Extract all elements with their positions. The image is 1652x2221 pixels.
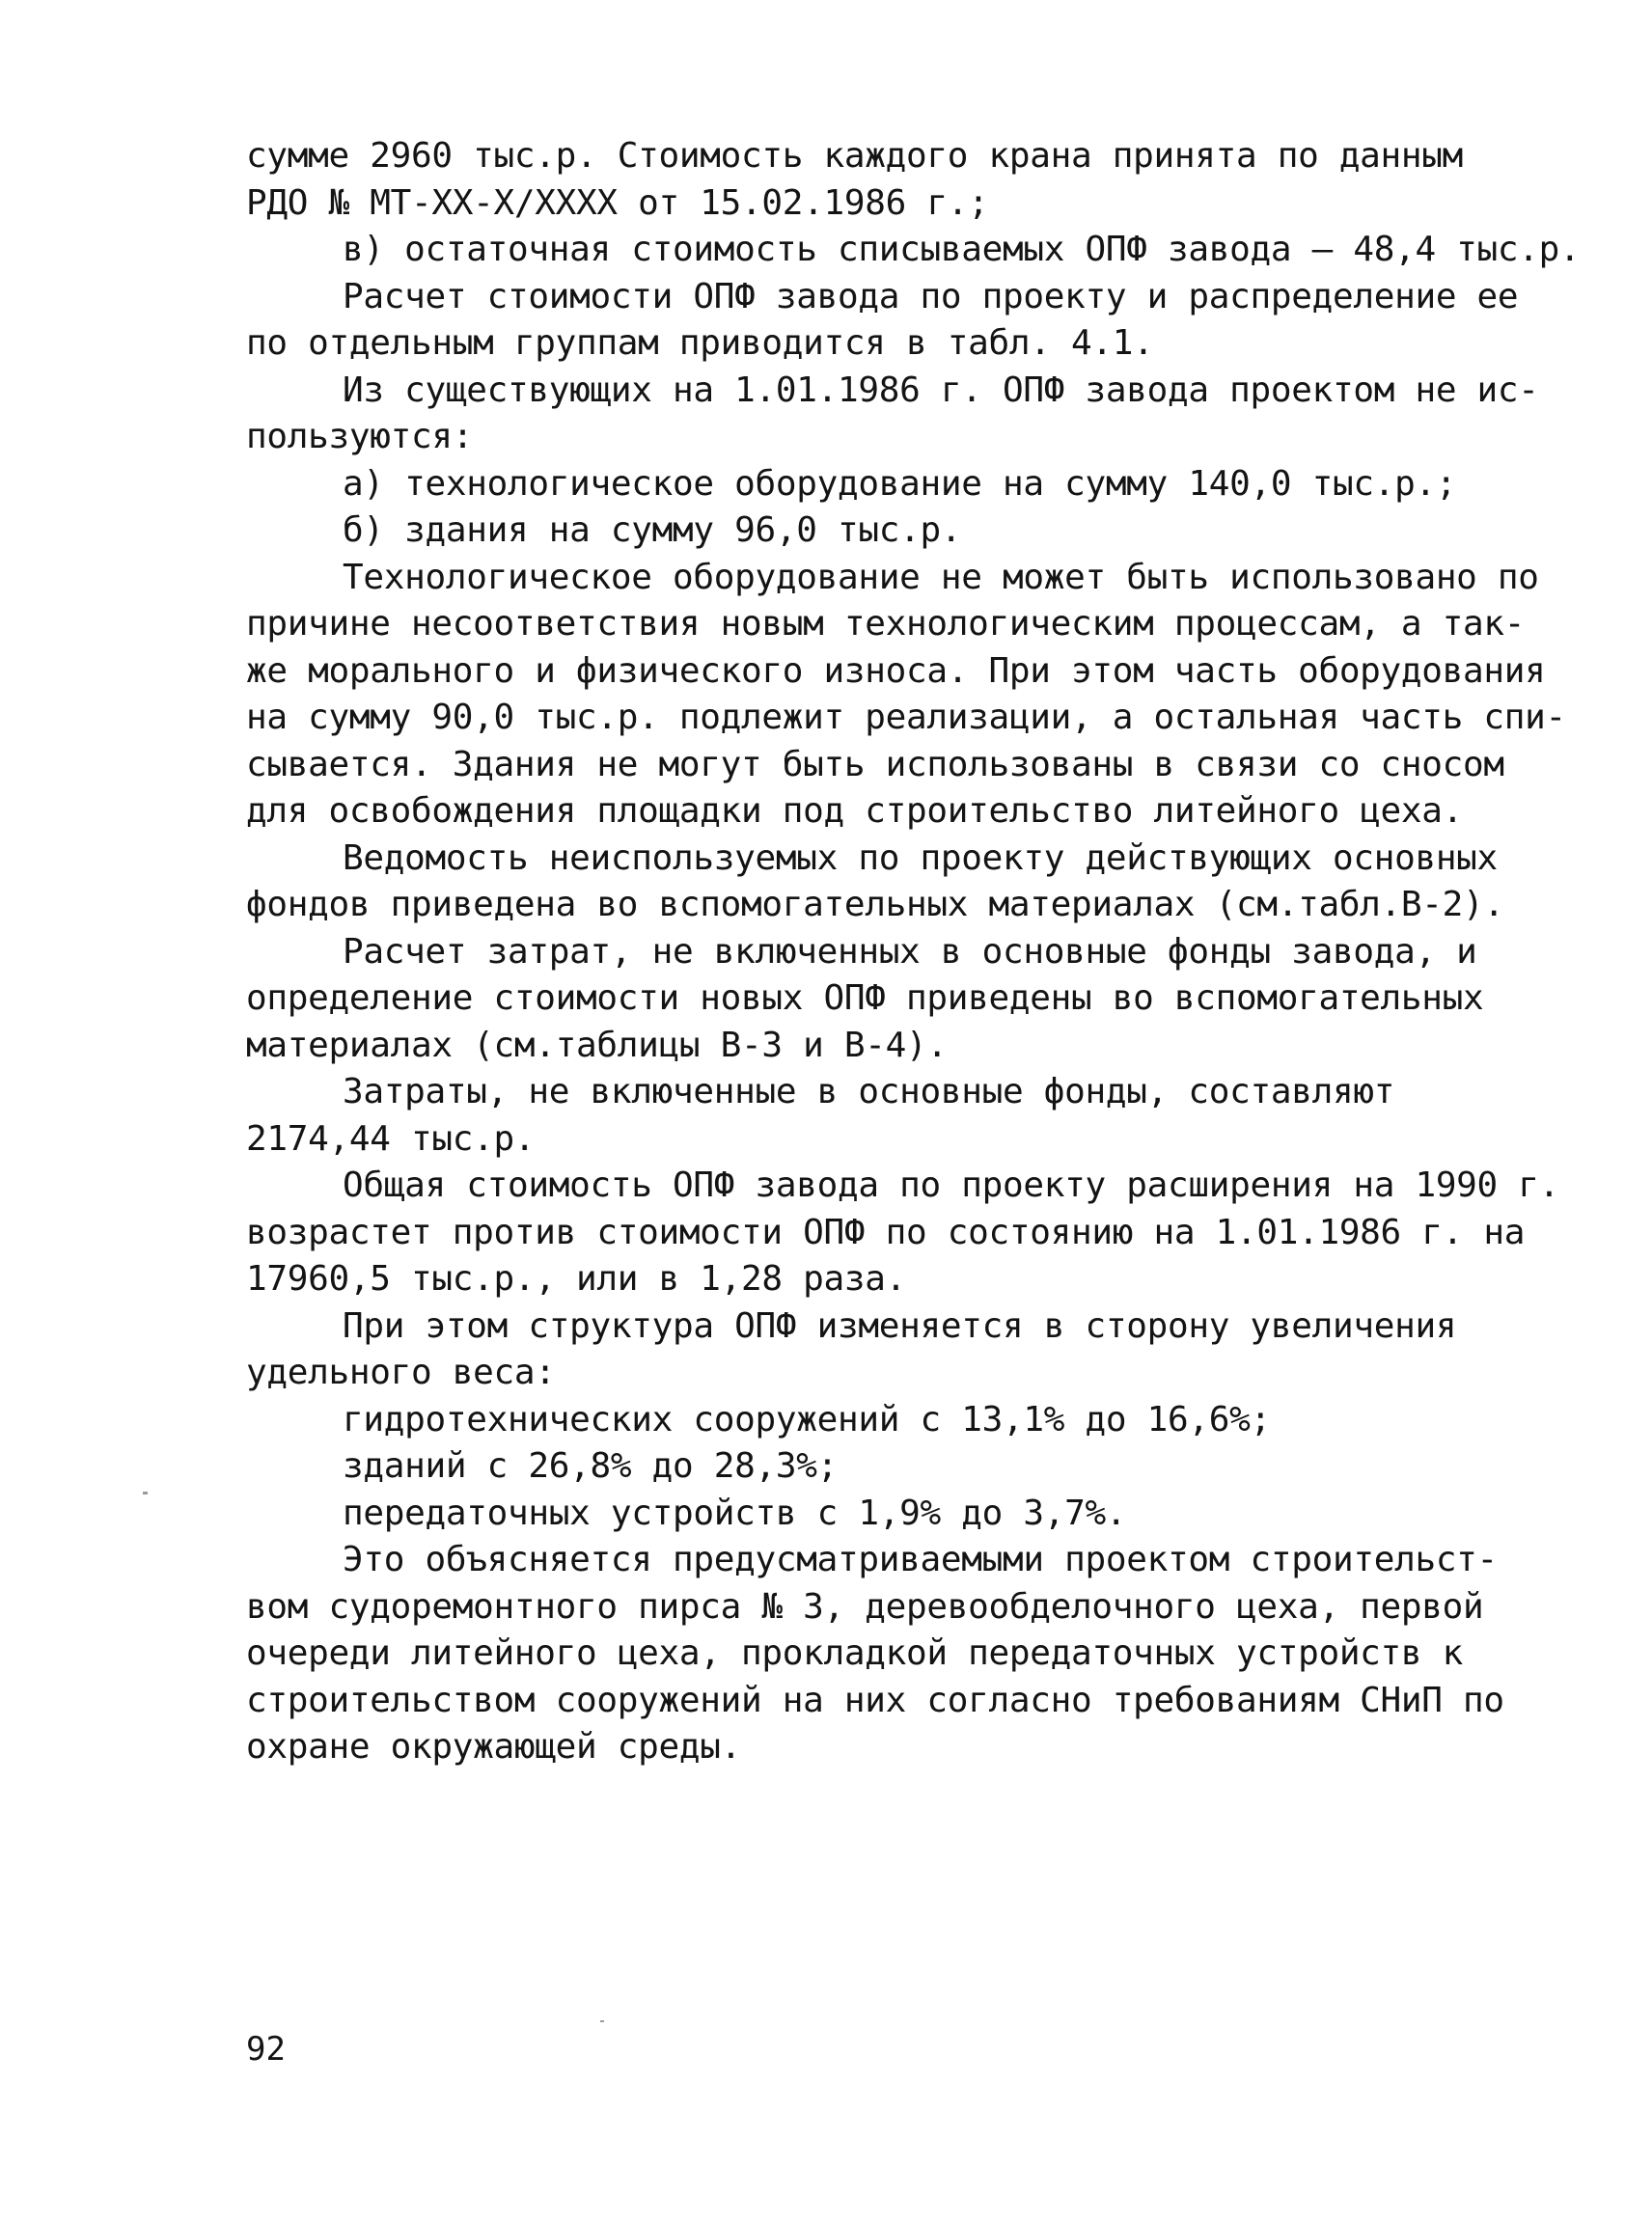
text-line: удельного веса: xyxy=(246,1353,556,1392)
text-line: пользуются: xyxy=(246,417,474,456)
text-line: Технологическое оборудование не может быть использовано по xyxy=(343,557,1539,597)
text-line: строительством сооружений на них согласно требованиям СНиП по xyxy=(246,1680,1504,1720)
text-line: зданий с 26,8% до 28,3%; xyxy=(343,1446,838,1486)
scan-speck xyxy=(143,1492,148,1494)
text-line: Общая стоимость ОПФ завода по проекту расширения на 1990 г. xyxy=(343,1165,1560,1205)
scan-speck xyxy=(600,2020,604,2022)
text-line: в) остаточная стоимость списываемых ОПФ завода – 48,4 тыс.р. xyxy=(343,230,1581,269)
text-line: РДО № МТ-ХХ-Х/ХХХХ от 15.02.1986 г.; xyxy=(246,182,989,223)
text-line: передаточных устройств с 1,9% до 3,7%. xyxy=(343,1493,1127,1533)
text-line: сумме 2960 тыс.р. Стоимость каждого крана принята по данным xyxy=(246,136,1464,176)
text-line: Ведомость неиспользуемых по проекту действующих основных xyxy=(343,837,1498,878)
text-line: Затраты, не включенные в основные фонды, составляют xyxy=(343,1072,1395,1111)
text-line: очереди литейного цеха, прокладкой передаточных устройств к xyxy=(246,1633,1464,1673)
text-line: фондов приведена во вспомогательных материалах (см.табл.В-2). xyxy=(246,885,1504,924)
text-line: Это объясняется предусматриваемыми проектом строительст- xyxy=(343,1540,1498,1579)
text-line: материалах (см.таблицы В-3 и В-4). xyxy=(246,1025,948,1065)
text-line: для освобождения площадки под строительство литейного цеха. xyxy=(246,791,1464,831)
text-line: сывается. Здания не могут быть использованы в связи со сносом xyxy=(246,744,1504,784)
text-line: 2174,44 тыс.р. xyxy=(246,1118,536,1159)
text-line: 17960,5 тыс.р., или в 1,28 раза. xyxy=(246,1259,906,1299)
text-line: возрастет против стоимости ОПФ по состоянию на 1.01.1986 г. на xyxy=(246,1212,1526,1252)
text-line: вом судоремонтного пирса № 3, деревообделочного цеха, первой xyxy=(246,1586,1484,1627)
page-number: 92 xyxy=(246,2030,286,2069)
text-line: Из существующих на 1.01.1986 г. ОПФ завода проектом не ис- xyxy=(343,370,1539,410)
text-line: б) здания на сумму 96,0 тыс.р. xyxy=(343,510,962,550)
text-line: а) технологическое оборудование на сумму 140,0 тыс.р.; xyxy=(343,463,1457,504)
text-line: гидротехнических сооружений с 13,1% до 16,6%; xyxy=(343,1399,1271,1440)
body-text xyxy=(246,133,1581,1771)
text-line: на сумму 90,0 тыс.р. подлежит реализации, а остальная часть спи- xyxy=(246,698,1566,737)
text-line: причине несоответствия новым технологическим процессам, а так- xyxy=(246,604,1526,644)
text-line: Расчет стоимости ОПФ завода по проекту и распределение ее xyxy=(343,276,1519,316)
text-line: При этом структура ОПФ изменяется в сторону увеличения xyxy=(343,1305,1457,1346)
text-line: Расчет затрат, не включенных в основные фонды завода, и xyxy=(343,931,1477,972)
text-line: же морального и физического износа. При этом часть оборудования xyxy=(246,650,1546,691)
text-line: по отдельным группам приводится в табл. 4.1. xyxy=(246,323,1154,363)
text-line: охране окружающей среды. xyxy=(246,1727,741,1767)
text-line: определение стоимости новых ОПФ приведены во вспомогательных xyxy=(246,978,1484,1018)
